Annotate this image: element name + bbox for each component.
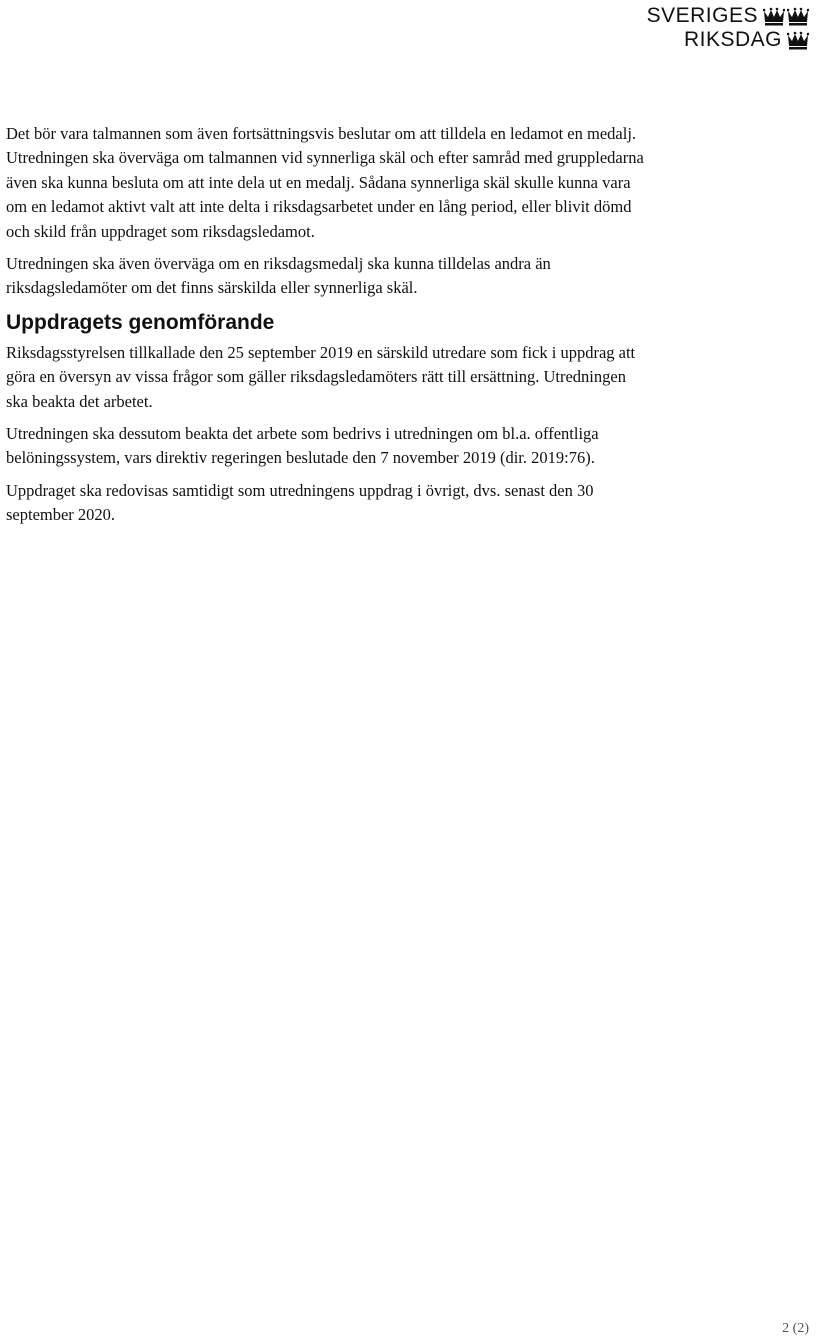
crown-icon bbox=[787, 7, 809, 26]
logo-crowns-pair bbox=[763, 7, 809, 26]
section-heading: Uppdragets genomförande bbox=[6, 310, 275, 334]
paragraph-redovisning: Uppdraget ska redovisas samtidigt som utredningens uppdrag i övrigt, dvs. senast den 30 september 2020. bbox=[6, 480, 594, 525]
logo-text-riksdag: RIKSDAG bbox=[683, 28, 782, 51]
paragraph-beloningssystem: Utredningen ska dessutom beakta det arbete som bedrivs i utredningen om bl.a. offentliga belöningssystem, vars direktiv regeringen beslutade den 7 november 2019 (dir. 2019:76). bbox=[6, 424, 599, 468]
logo-text-sveriges: SVERIGES bbox=[646, 4, 758, 27]
logo-crowns-single bbox=[787, 31, 809, 50]
paragraph-medal-decision: Det bör vara talmannen som även fortsättningsvis beslutar om att tilldela en ledamot en medalj. Utredningen ska överväga om talmannen vid synnerliga skäl och efter samråd med gruppledarna även ska kunna besluta om att inte dela ut en medalj. Sådana synnerliga skäl skulle kunna vara om en ledamot aktivt valt att inte delta i riksdagsarbetet under en lång period, eller blivit dömd och skild från uppdraget som riksdagsledamot. bbox=[6, 124, 644, 241]
paragraph-medal-others: Utredningen ska även överväga om en riksdagsmedalj ska kunna tilldelas andra än riksdagsledamöter om det finns särskilda eller synnerliga skäl. bbox=[6, 254, 551, 298]
crown-icon bbox=[763, 7, 785, 26]
page-number: 2 (2) bbox=[782, 1321, 809, 1336]
riksdag-logo bbox=[619, 4, 809, 52]
logo-line-2 bbox=[619, 28, 809, 52]
document-body bbox=[6, 122, 646, 536]
crown-icon bbox=[787, 31, 809, 50]
paragraph-riksdagsstyrelsen: Riksdagsstyrelsen tillkallade den 25 september 2019 en särskild utredare som fick i uppdrag att göra en översyn av vissa frågor som gäller riksdagsledamöters rätt till ersättning. Utredningen ska beakta det arbetet. bbox=[6, 342, 636, 411]
logo-line-1 bbox=[619, 4, 809, 28]
